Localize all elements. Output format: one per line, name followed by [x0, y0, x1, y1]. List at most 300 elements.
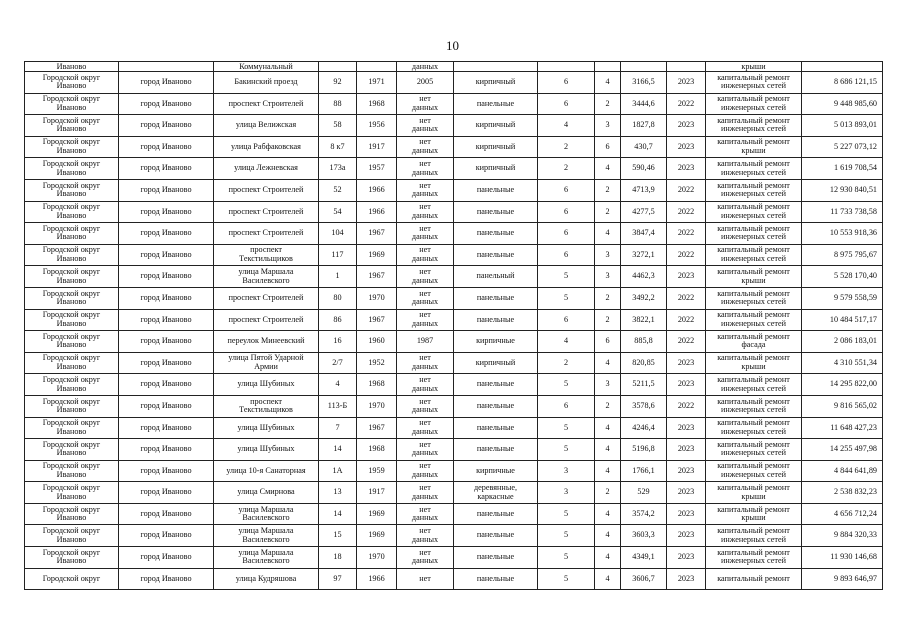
cell-build-year: 1968	[357, 374, 397, 396]
housing-registry-table	[24, 61, 883, 590]
cell-area: 3166,5	[621, 72, 667, 94]
cell-cost: 5 013 893,01	[802, 115, 883, 137]
cell-street: улица Кудряшова	[214, 568, 319, 590]
cell-entrances: 2	[595, 482, 621, 504]
cell-floors: 4	[538, 115, 595, 137]
cell-build-year: 1966	[357, 568, 397, 590]
cell-cost: 9 579 558,59	[802, 287, 883, 309]
cell-build-year: 1969	[357, 244, 397, 266]
cell-build-year: 1970	[357, 395, 397, 417]
cell-plan-year: 2023	[667, 439, 706, 461]
cell-floors: 5	[538, 503, 595, 525]
cell-area: 1766,1	[621, 460, 667, 482]
cell-work-type: капитальный ремонт крыши	[706, 352, 802, 374]
cell-wall-material: панельные	[454, 287, 538, 309]
cell-build-year: 1956	[357, 115, 397, 137]
cell-build-year: 1959	[357, 460, 397, 482]
cell-last-repair-year: нет данных	[397, 374, 454, 396]
table-body	[25, 62, 883, 590]
cell-settlement: город Иваново	[119, 72, 214, 94]
cell-street: проспект Строителей	[214, 223, 319, 245]
cell-last-repair-year: нет данных	[397, 158, 454, 180]
table-row-carryover	[25, 62, 883, 72]
cell-plan-year: 2022	[667, 244, 706, 266]
cell-area: 3603,3	[621, 525, 667, 547]
cell-build-year: 1967	[357, 417, 397, 439]
cell-cost: 11 930 146,68	[802, 547, 883, 569]
cell-plan-year: 2023	[667, 460, 706, 482]
cell-settlement: город Иваново	[119, 158, 214, 180]
cell-build-year: 1970	[357, 547, 397, 569]
cell-wall-material: кирпичный	[454, 72, 538, 94]
cell-municipality: Городской округ Иваново	[25, 460, 119, 482]
cell-build-year: 1967	[357, 223, 397, 245]
cell-wall-material: панельные	[454, 201, 538, 223]
cell-work-type: капитальный ремонт инженерных сетей	[706, 547, 802, 569]
cell-last-repair-year: данных	[397, 62, 454, 72]
cell-settlement: город Иваново	[119, 439, 214, 461]
cell-settlement: город Иваново	[119, 93, 214, 115]
cell-house-number: 58	[319, 115, 357, 137]
cell-street: Коммунальный	[214, 62, 319, 72]
cell-floors: 6	[538, 395, 595, 417]
cell-house-number: 80	[319, 287, 357, 309]
cell-house-number: 173а	[319, 158, 357, 180]
cell-cost: 5 528 170,40	[802, 266, 883, 288]
cell-last-repair-year: нет данных	[397, 417, 454, 439]
cell-cost: 9 816 565,02	[802, 395, 883, 417]
cell-municipality: Городской округ Иваново	[25, 395, 119, 417]
cell-last-repair-year: нет данных	[397, 136, 454, 158]
cell-settlement: город Иваново	[119, 417, 214, 439]
cell-cost: 5 227 073,12	[802, 136, 883, 158]
table-row	[25, 439, 883, 461]
cell-municipality: Городской округ Иваново	[25, 331, 119, 353]
cell-settlement: город Иваново	[119, 244, 214, 266]
cell-plan-year: 2023	[667, 547, 706, 569]
cell-municipality: Городской округ Иваново	[25, 158, 119, 180]
cell-settlement: город Иваново	[119, 179, 214, 201]
cell-house-number: 7	[319, 417, 357, 439]
cell-entrances: 4	[595, 223, 621, 245]
cell-floors: 5	[538, 547, 595, 569]
cell-wall-material: панельные	[454, 395, 538, 417]
cell-street: улица Маршала Василевского	[214, 503, 319, 525]
table-row	[25, 525, 883, 547]
cell-municipality: Городской округ Иваново	[25, 201, 119, 223]
cell-wall-material: панельные	[454, 439, 538, 461]
cell-entrances: 4	[595, 417, 621, 439]
cell-plan-year: 2023	[667, 568, 706, 590]
cell-build-year: 1966	[357, 179, 397, 201]
cell-house-number: 86	[319, 309, 357, 331]
cell-street: улица Маршала Василевского	[214, 525, 319, 547]
cell-floors: 6	[538, 309, 595, 331]
cell-plan-year	[667, 62, 706, 72]
cell-street: улица Маршала Василевского	[214, 547, 319, 569]
cell-settlement: город Иваново	[119, 547, 214, 569]
cell-build-year: 1969	[357, 525, 397, 547]
cell-settlement: город Иваново	[119, 503, 214, 525]
cell-settlement: город Иваново	[119, 201, 214, 223]
cell-wall-material: панельные	[454, 525, 538, 547]
cell-last-repair-year: нет данных	[397, 460, 454, 482]
cell-work-type: капитальный ремонт инженерных сетей	[706, 525, 802, 547]
table-row	[25, 266, 883, 288]
cell-work-type: крыши	[706, 62, 802, 72]
cell-settlement: город Иваново	[119, 374, 214, 396]
cell-plan-year: 2023	[667, 72, 706, 94]
cell-floors: 6	[538, 93, 595, 115]
cell-cost: 12 930 840,51	[802, 179, 883, 201]
cell-plan-year: 2022	[667, 93, 706, 115]
cell-work-type: капитальный ремонт инженерных сетей	[706, 223, 802, 245]
cell-last-repair-year: нет данных	[397, 266, 454, 288]
cell-entrances: 2	[595, 287, 621, 309]
cell-work-type: капитальный ремонт инженерных сетей	[706, 115, 802, 137]
cell-area: 4713,9	[621, 179, 667, 201]
cell-plan-year: 2023	[667, 352, 706, 374]
cell-plan-year: 2022	[667, 331, 706, 353]
cell-cost: 11 648 427,23	[802, 417, 883, 439]
cell-floors: 5	[538, 439, 595, 461]
cell-municipality: Городской округ Иваново	[25, 287, 119, 309]
cell-cost: 10 484 517,17	[802, 309, 883, 331]
cell-wall-material: панельные	[454, 547, 538, 569]
cell-house-number: 14	[319, 439, 357, 461]
cell-build-year: 1966	[357, 201, 397, 223]
cell-area: 529	[621, 482, 667, 504]
cell-floors: 6	[538, 72, 595, 94]
cell-floors	[538, 62, 595, 72]
cell-municipality: Городской округ Иваново	[25, 244, 119, 266]
table-row	[25, 244, 883, 266]
table-row	[25, 309, 883, 331]
cell-house-number: 2/7	[319, 352, 357, 374]
cell-settlement: город Иваново	[119, 331, 214, 353]
cell-street: улица Маршала Василевского	[214, 266, 319, 288]
cell-work-type: капитальный ремонт инженерных сетей	[706, 72, 802, 94]
cell-house-number: 16	[319, 331, 357, 353]
cell-wall-material: кирпичный	[454, 136, 538, 158]
cell-settlement: город Иваново	[119, 525, 214, 547]
cell-entrances: 6	[595, 136, 621, 158]
cell-street: переулок Минеевский	[214, 331, 319, 353]
cell-street: проспект Текстильщиков	[214, 395, 319, 417]
cell-street: улица Рабфаковская	[214, 136, 319, 158]
cell-last-repair-year: нет данных	[397, 93, 454, 115]
table-row	[25, 460, 883, 482]
cell-street: проспект Строителей	[214, 201, 319, 223]
cell-house-number	[319, 62, 357, 72]
cell-area: 4462,3	[621, 266, 667, 288]
cell-build-year: 1917	[357, 482, 397, 504]
table-row	[25, 417, 883, 439]
cell-plan-year: 2022	[667, 309, 706, 331]
cell-house-number: 15	[319, 525, 357, 547]
cell-street: улица Смирнова	[214, 482, 319, 504]
cell-street: проспект Строителей	[214, 309, 319, 331]
cell-last-repair-year: нет данных	[397, 223, 454, 245]
cell-floors: 6	[538, 179, 595, 201]
cell-area: 5196,8	[621, 439, 667, 461]
cell-area: 3606,7	[621, 568, 667, 590]
cell-work-type: капитальный ремонт	[706, 568, 802, 590]
cell-street: улица Шубиных	[214, 439, 319, 461]
cell-house-number: 4	[319, 374, 357, 396]
cell-entrances: 3	[595, 115, 621, 137]
cell-plan-year: 2022	[667, 223, 706, 245]
cell-last-repair-year: нет данных	[397, 309, 454, 331]
table-row	[25, 136, 883, 158]
cell-plan-year: 2022	[667, 395, 706, 417]
cell-wall-material: панельные	[454, 93, 538, 115]
cell-build-year: 1969	[357, 503, 397, 525]
cell-work-type: капитальный ремонт инженерных сетей	[706, 460, 802, 482]
cell-house-number: 18	[319, 547, 357, 569]
cell-plan-year: 2023	[667, 503, 706, 525]
cell-area: 3492,2	[621, 287, 667, 309]
cell-wall-material: панельные	[454, 244, 538, 266]
cell-cost: 1 619 708,54	[802, 158, 883, 180]
cell-municipality: Городской округ Иваново	[25, 374, 119, 396]
cell-wall-material: панельные	[454, 374, 538, 396]
cell-house-number: 92	[319, 72, 357, 94]
cell-build-year: 1968	[357, 93, 397, 115]
cell-area: 5211,5	[621, 374, 667, 396]
cell-work-type: капитальный ремонт инженерных сетей	[706, 374, 802, 396]
cell-area: 4277,5	[621, 201, 667, 223]
cell-wall-material: деревянные, каркасные	[454, 482, 538, 504]
cell-build-year	[357, 62, 397, 72]
cell-cost: 11 733 738,58	[802, 201, 883, 223]
cell-street: улица Лежневская	[214, 158, 319, 180]
cell-build-year: 1952	[357, 352, 397, 374]
cell-build-year: 1970	[357, 287, 397, 309]
table-row	[25, 482, 883, 504]
cell-last-repair-year: 2005	[397, 72, 454, 94]
table-row	[25, 374, 883, 396]
cell-last-repair-year: нет данных	[397, 287, 454, 309]
cell-work-type: капитальный ремонт крыши	[706, 482, 802, 504]
cell-build-year: 1968	[357, 439, 397, 461]
cell-floors: 6	[538, 201, 595, 223]
cell-wall-material: кирпичный	[454, 158, 538, 180]
cell-floors: 5	[538, 568, 595, 590]
cell-municipality: Городской округ Иваново	[25, 136, 119, 158]
cell-entrances: 4	[595, 439, 621, 461]
cell-work-type: капитальный ремонт инженерных сетей	[706, 287, 802, 309]
cell-work-type: капитальный ремонт инженерных сетей	[706, 439, 802, 461]
table-row	[25, 201, 883, 223]
cell-entrances: 4	[595, 547, 621, 569]
cell-floors: 6	[538, 223, 595, 245]
cell-work-type: капитальный ремонт инженерных сетей	[706, 417, 802, 439]
cell-wall-material: кирпичный	[454, 115, 538, 137]
cell-cost: 8 975 795,67	[802, 244, 883, 266]
cell-house-number: 54	[319, 201, 357, 223]
cell-settlement: город Иваново	[119, 482, 214, 504]
cell-entrances: 4	[595, 568, 621, 590]
table-row	[25, 72, 883, 94]
cell-street: проспект Строителей	[214, 287, 319, 309]
cell-entrances: 4	[595, 525, 621, 547]
cell-settlement	[119, 62, 214, 72]
cell-floors: 2	[538, 158, 595, 180]
cell-last-repair-year: нет данных	[397, 352, 454, 374]
cell-floors: 4	[538, 331, 595, 353]
cell-settlement: город Иваново	[119, 266, 214, 288]
cell-last-repair-year: нет	[397, 568, 454, 590]
cell-last-repair-year: нет данных	[397, 547, 454, 569]
cell-entrances: 2	[595, 201, 621, 223]
cell-house-number: 52	[319, 179, 357, 201]
cell-work-type: капитальный ремонт инженерных сетей	[706, 93, 802, 115]
cell-last-repair-year: нет данных	[397, 115, 454, 137]
cell-wall-material: панельный	[454, 266, 538, 288]
cell-wall-material: панельные	[454, 179, 538, 201]
cell-municipality: Городской округ Иваново	[25, 179, 119, 201]
cell-work-type: капитальный ремонт инженерных сетей	[706, 244, 802, 266]
cell-wall-material: панельные	[454, 568, 538, 590]
cell-area: 4246,4	[621, 417, 667, 439]
cell-area: 3822,1	[621, 309, 667, 331]
table-row	[25, 93, 883, 115]
cell-street: улица Шубиных	[214, 417, 319, 439]
cell-plan-year: 2023	[667, 136, 706, 158]
cell-plan-year: 2022	[667, 287, 706, 309]
cell-street: улица Велижская	[214, 115, 319, 137]
cell-entrances: 3	[595, 266, 621, 288]
table-row	[25, 568, 883, 590]
cell-build-year: 1967	[357, 266, 397, 288]
cell-settlement: город Иваново	[119, 115, 214, 137]
cell-municipality: Городской округ Иваново	[25, 266, 119, 288]
cell-entrances: 3	[595, 374, 621, 396]
cell-entrances	[595, 62, 621, 72]
cell-municipality: Городской округ Иваново	[25, 352, 119, 374]
cell-house-number: 14	[319, 503, 357, 525]
cell-build-year: 1971	[357, 72, 397, 94]
cell-municipality: Городской округ	[25, 568, 119, 590]
cell-street: проспект Строителей	[214, 93, 319, 115]
cell-work-type: капитальный ремонт инженерных сетей	[706, 201, 802, 223]
cell-entrances: 2	[595, 395, 621, 417]
cell-plan-year: 2023	[667, 525, 706, 547]
cell-last-repair-year: нет данных	[397, 503, 454, 525]
cell-work-type: капитальный ремонт крыши	[706, 503, 802, 525]
cell-wall-material: панельные	[454, 223, 538, 245]
cell-house-number: 97	[319, 568, 357, 590]
cell-plan-year: 2023	[667, 115, 706, 137]
cell-settlement: город Иваново	[119, 395, 214, 417]
cell-municipality: Городской округ Иваново	[25, 93, 119, 115]
cell-wall-material: кирпичный	[454, 352, 538, 374]
cell-cost: 9 884 320,33	[802, 525, 883, 547]
table-row	[25, 395, 883, 417]
cell-settlement: город Иваново	[119, 223, 214, 245]
cell-last-repair-year: нет данных	[397, 201, 454, 223]
cell-municipality: Городской округ Иваново	[25, 115, 119, 137]
cell-area: 820,85	[621, 352, 667, 374]
cell-floors: 5	[538, 266, 595, 288]
cell-entrances: 4	[595, 158, 621, 180]
cell-cost: 14 255 497,98	[802, 439, 883, 461]
cell-municipality: Городской округ Иваново	[25, 417, 119, 439]
cell-entrances: 4	[595, 72, 621, 94]
cell-last-repair-year: нет данных	[397, 395, 454, 417]
table-row	[25, 179, 883, 201]
cell-area: 3574,2	[621, 503, 667, 525]
cell-wall-material: кирпичные	[454, 460, 538, 482]
cell-street: Бакинский проезд	[214, 72, 319, 94]
cell-area: 3578,6	[621, 395, 667, 417]
cell-street: проспект Текстильщиков	[214, 244, 319, 266]
cell-plan-year: 2022	[667, 179, 706, 201]
cell-work-type: капитальный ремонт крыши	[706, 136, 802, 158]
cell-floors: 5	[538, 417, 595, 439]
cell-build-year: 1917	[357, 136, 397, 158]
cell-municipality: Городской округ Иваново	[25, 439, 119, 461]
cell-area	[621, 62, 667, 72]
cell-floors: 3	[538, 482, 595, 504]
cell-last-repair-year: нет данных	[397, 244, 454, 266]
table-row	[25, 223, 883, 245]
cell-settlement: город Иваново	[119, 568, 214, 590]
cell-house-number: 8 к7	[319, 136, 357, 158]
cell-plan-year: 2022	[667, 201, 706, 223]
cell-area: 430,7	[621, 136, 667, 158]
cell-settlement: город Иваново	[119, 309, 214, 331]
cell-house-number: 1	[319, 266, 357, 288]
cell-work-type: капитальный ремонт инженерных сетей	[706, 158, 802, 180]
cell-cost: 4 656 712,24	[802, 503, 883, 525]
table-row	[25, 503, 883, 525]
cell-last-repair-year: нет данных	[397, 439, 454, 461]
cell-entrances: 2	[595, 309, 621, 331]
cell-area: 885,8	[621, 331, 667, 353]
cell-street: проспект Строителей	[214, 179, 319, 201]
cell-work-type: капитальный ремонт инженерных сетей	[706, 309, 802, 331]
cell-last-repair-year: нет данных	[397, 179, 454, 201]
cell-area: 4349,1	[621, 547, 667, 569]
cell-cost: 4 310 551,34	[802, 352, 883, 374]
table-row	[25, 287, 883, 309]
cell-floors: 5	[538, 287, 595, 309]
cell-wall-material: панельные	[454, 309, 538, 331]
cell-plan-year: 2023	[667, 266, 706, 288]
cell-area: 3847,4	[621, 223, 667, 245]
cell-area: 3444,6	[621, 93, 667, 115]
table-row	[25, 115, 883, 137]
cell-settlement: город Иваново	[119, 352, 214, 374]
cell-floors: 5	[538, 374, 595, 396]
cell-work-type: капитальный ремонт инженерных сетей	[706, 179, 802, 201]
cell-floors: 3	[538, 460, 595, 482]
cell-wall-material: панельные	[454, 417, 538, 439]
table-row	[25, 547, 883, 569]
cell-wall-material: панельные	[454, 503, 538, 525]
cell-settlement: город Иваново	[119, 287, 214, 309]
cell-municipality: Городской округ Иваново	[25, 503, 119, 525]
cell-build-year: 1957	[357, 158, 397, 180]
cell-area: 3272,1	[621, 244, 667, 266]
table-row	[25, 158, 883, 180]
cell-area: 1827,8	[621, 115, 667, 137]
cell-cost: 4 844 641,89	[802, 460, 883, 482]
cell-entrances: 6	[595, 331, 621, 353]
cell-settlement: город Иваново	[119, 136, 214, 158]
